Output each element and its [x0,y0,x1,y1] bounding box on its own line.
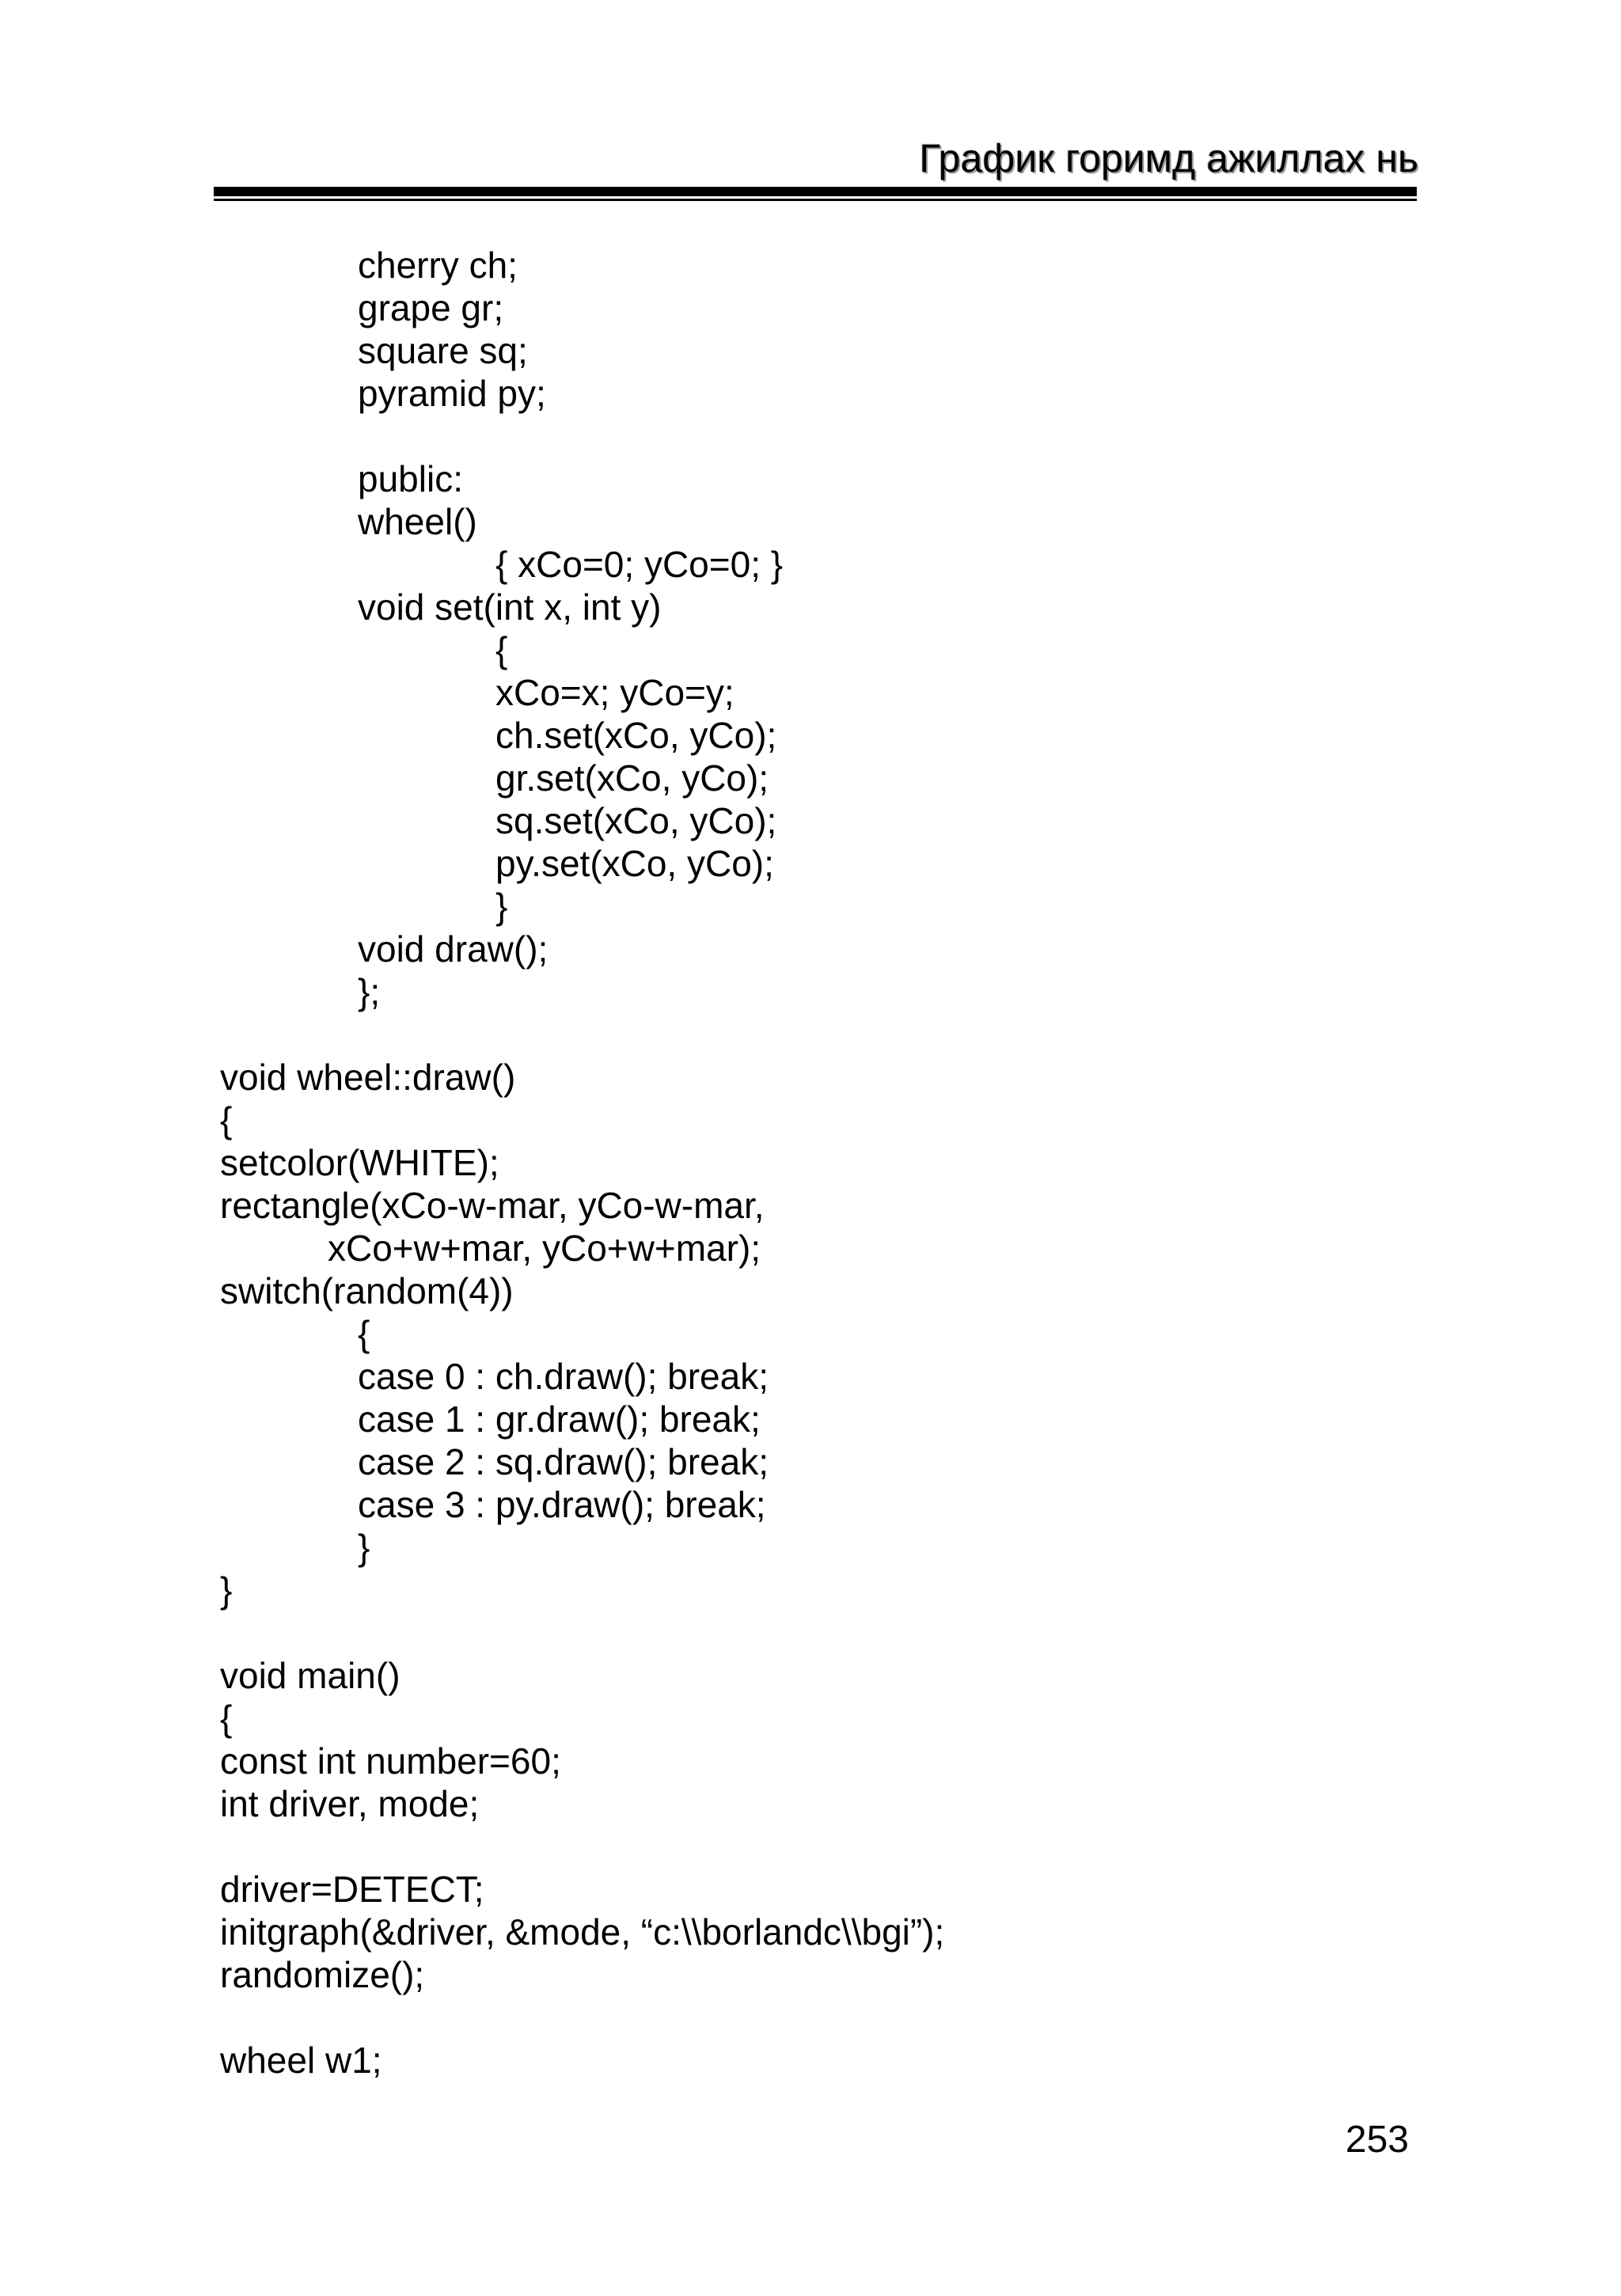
code-line: public: [358,458,463,499]
code-line: }; [358,971,381,1012]
code-line: randomize(); [220,1954,425,1995]
code-line: xCo=x; yCo=y; [495,672,735,713]
code-line: cherry ch; [358,245,518,286]
code-line: pyramid py; [358,373,546,414]
code-line: void main() [220,1655,401,1696]
code-line: grape gr; [358,287,504,328]
code-line: switch(random(4)) [220,1270,514,1311]
code-line [220,1611,944,1654]
code-line: { [358,1313,370,1354]
code-line: void draw(); [358,928,549,970]
code-line: case 0 : ch.draw(); break; [358,1356,769,1397]
code-line: square sq; [358,330,528,371]
code-line: initgraph(&driver, &mode, “c:\\borlandc\\bgi”); [220,1911,945,1953]
code-line: } [220,1569,233,1611]
code-line: case 2 : sq.draw(); break; [358,1441,769,1482]
code-line [220,1825,944,1868]
code-line: int driver, mode; [220,1783,480,1824]
code-line: wheel w1; [220,2040,382,2081]
code-line: void set(int x, int y) [358,586,662,628]
code-line: { [495,629,508,670]
code-line: sq.set(xCo, yCo); [495,800,777,841]
code-line: rectangle(xCo-w-mar, yCo-w-mar, [220,1185,765,1226]
running-header-title: График горимд ажиллах нь [919,136,1418,180]
code-line: case 3 : py.draw(); break; [358,1484,766,1525]
code-line: ch.set(xCo, yCo); [495,715,777,756]
code-line: setcolor(WHITE); [220,1142,499,1183]
code-line: } [358,1527,370,1568]
header-rule-thin [214,199,1417,201]
code-line [220,1013,944,1056]
code-line: { [220,1099,233,1140]
code-line [220,1996,944,2039]
header-rule-thick [214,187,1417,196]
code-line: py.set(xCo, yCo); [495,843,774,884]
code-line: const int number=60; [220,1740,561,1782]
code-line: { [220,1698,233,1739]
code-line: { xCo=0; yCo=0; } [495,544,784,585]
code-line: driver=DETECT; [220,1869,484,1910]
code-line: gr.set(xCo, yCo); [495,757,769,799]
code-line [220,415,944,457]
code-line: wheel() [358,501,477,542]
code-line: void wheel::draw() [220,1057,516,1098]
code-line: case 1 : gr.draw(); break; [358,1398,761,1440]
code-line: } [495,886,508,927]
code-listing [220,244,944,2082]
page-number: 253 [1345,2119,1409,2161]
code-line: xCo+w+mar, yCo+w+mar); [328,1228,761,1269]
